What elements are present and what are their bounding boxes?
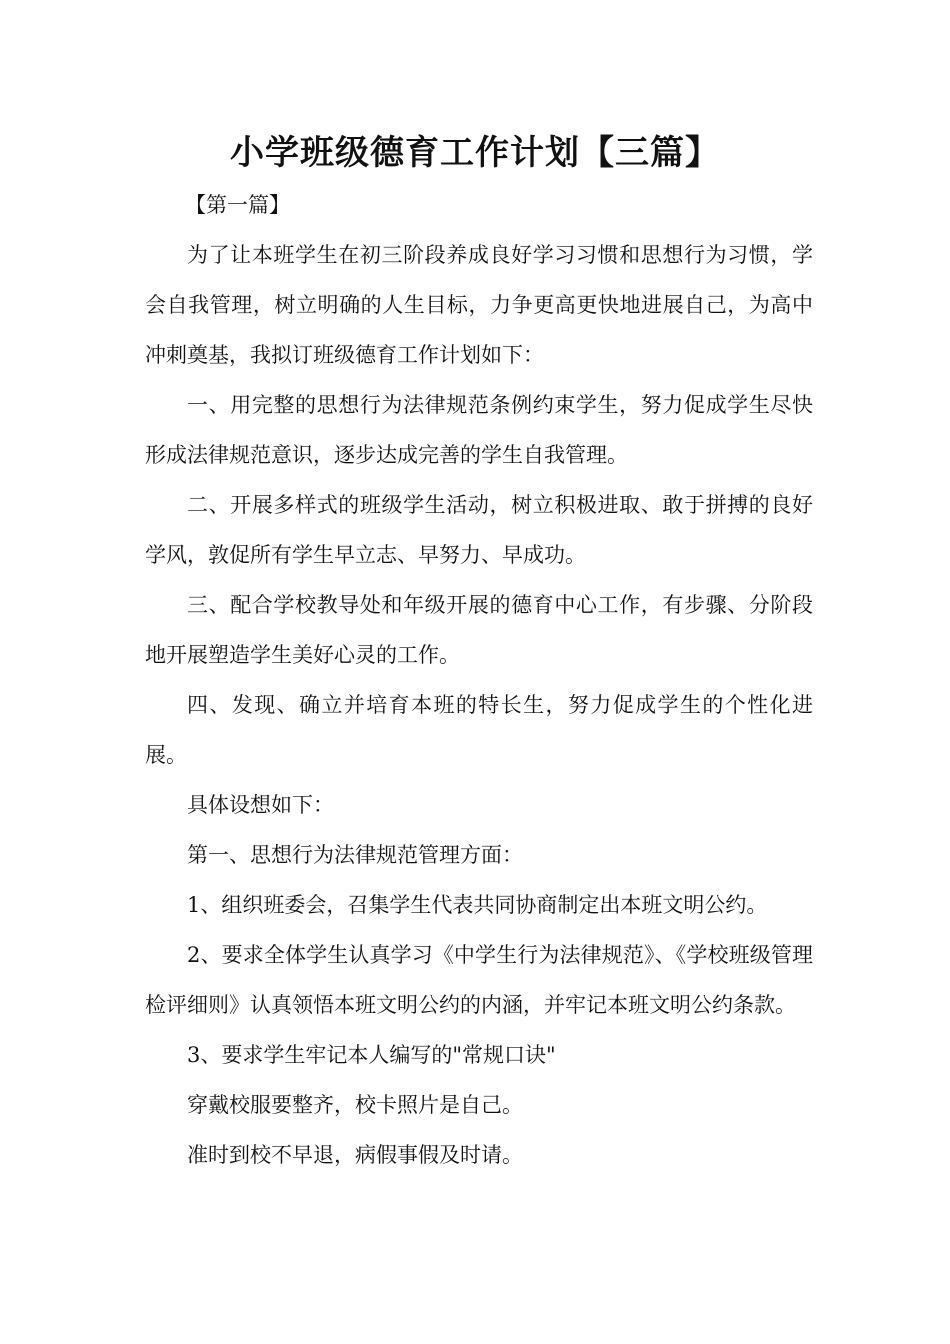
paragraph-item-1: 1、组织班委会，召集学生代表共同协商制定出本班文明公约。 (187, 893, 768, 917)
paragraph-item-2: 2、要求全体学生认真学习《中学生行为法律规范》、《学校班级管理检评细则》认真领悟本班文明公约的内涵，并牢记本班文明公约条款。 (145, 943, 813, 1017)
paragraph-subsection-1: 第一、思想行为法律规范管理方面： (187, 843, 523, 867)
paragraph-plan-intro: 具体设想如下： (187, 793, 334, 817)
paragraph-rhyme-1: 穿戴校服要整齐，校卡照片是自己。 (187, 1093, 523, 1117)
paragraph-goal-4: 四、发现、确立并培育本班的特长生，努力促成学生的个性化进展。 (145, 693, 813, 767)
paragraph-goal-2: 二、开展多样式的班级学生活动，树立积极进取、敢于拼搏的良好学风，敦促所有学生早立志、早努力、早成功。 (145, 493, 813, 567)
document-title: 小学班级德育工作计划【三篇】 (230, 133, 720, 173)
paragraph-intro: 为了让本班学生在初三阶段养成良好学习习惯和思想行为习惯，学会自我管理，树立明确的人生目标，力争更高更快地进展自己，为高中冲刺奠基，我拟订班级德育工作计划如下： (145, 243, 813, 367)
section-heading: 【第一篇】 (185, 193, 290, 217)
paragraph-rhyme-2: 准时到校不早退，病假事假及时请。 (187, 1143, 523, 1167)
paragraph-goal-1: 一、用完整的思想行为法律规范条例约束学生，努力促成学生尽快形成法律规范意识，逐步达成完善的学生自我管理。 (145, 393, 813, 467)
paragraph-item-3: 3、要求学生牢记本人编写的"常规口诀" (187, 1043, 556, 1067)
paragraph-goal-3: 三、配合学校教导处和年级开展的德育中心工作，有步骤、分阶段地开展塑造学生美好心灵的工作。 (145, 593, 813, 667)
document-body (145, 180, 813, 1180)
